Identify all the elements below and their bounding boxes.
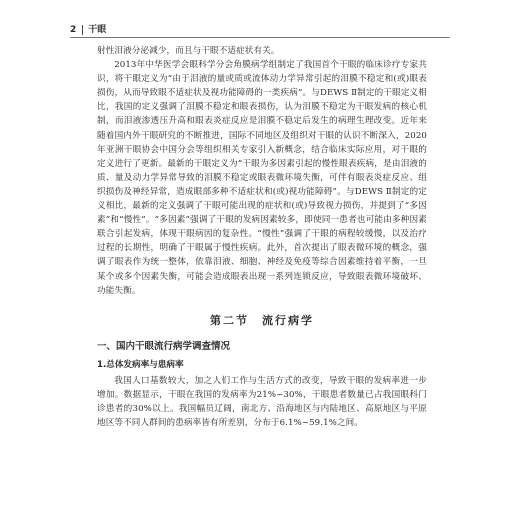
paragraph-definition: 2013年中华医学会眼科学分会角膜病学组制定了我国首个干眼的临床诊疗专家共识，将干眼定义为“由于泪液的量或质或流体动力学异常引起的泪膜不稳定和(或)眼表损伤，从而导致眼不适症状及视功能障碍的一类疾病”。与DEWS Ⅱ制定的干眼定义相比，我国的定义强调了泪膜不稳定和眼表损伤，认为泪膜不稳定为干眼发病的核心机制，而泪液渗透压升高和眼表炎症反应是泪膜不稳定后发生的病理生理改变。近年来随着国内外干眼研究的不断推进，国际不同地区及组织对干眼的认识不断深入，2020年亚洲干眼协会中国分会等组织相关专家引入新概念，结合临床实际应用，对干眼的定义进行了更新。最新的干眼定义为“干眼为多因素引起的慢性眼表疾病，是由泪液的质、量及动力学异常导致的泪膜不稳定或眼表微环境失衡，可伴有眼表炎症反应、组织损伤及神经异常，造成眼部多种不适症状和(或)视功能障碍”。与DEWS Ⅱ制定的定义相比，最新的定义强调了干眼可能出现的症状和(或)导致视力损伤，并提到了“多因素”和“慢性”。“多因素”强调了干眼的发病因素较多，即使同一患者也可能由多种因素联合引起发病，体现干眼病因的复杂性。“慢性”强调了干眼的病程较缓慢，以及治疗过程的长期性，明确了干眼属于慢性疾病。此外，首次提出了眼表微环境的概念，强调了眼表作为统一整体，依靠泪液、细胞、神经及免疫等综合因素维持着平衡，一旦某个或多个因素失衡，可能会造成眼表出现一系列连锁反应，导致眼表微环境破坏、功能失衡。 — [97, 60, 427, 296]
paragraph-continued: 射性泪液分泌减少，而且与干眼不适症状有关。 — [97, 46, 280, 56]
paragraph-prevalence: 我国人口基数较大，加之人们工作与生活方式的改变，导致干眼的发病率进一步增加。数据显示，干眼在我国的发病率为21%~30%，干眼患者数量已占我国眼科门诊患者的30%以上。我国幅员辽阔，南北方、沿海地区与内陆地区、高原地区与平原地区等不同人群间的患病率皆有所差别，分布于6.1%~59.1%之间。 — [97, 375, 427, 428]
page-body — [97, 44, 427, 430]
subsection-heading: 一、国内干眼流行病学调查情况 — [97, 340, 231, 352]
page-number: 2 — [70, 25, 77, 35]
header-title: 干眼 — [88, 25, 107, 35]
subsubsection-heading: 1.总体发病率与患病率 — [97, 359, 184, 370]
header-divider — [82, 25, 83, 35]
section-title: 第二节 流行病学 — [210, 313, 314, 327]
running-header — [70, 20, 450, 38]
